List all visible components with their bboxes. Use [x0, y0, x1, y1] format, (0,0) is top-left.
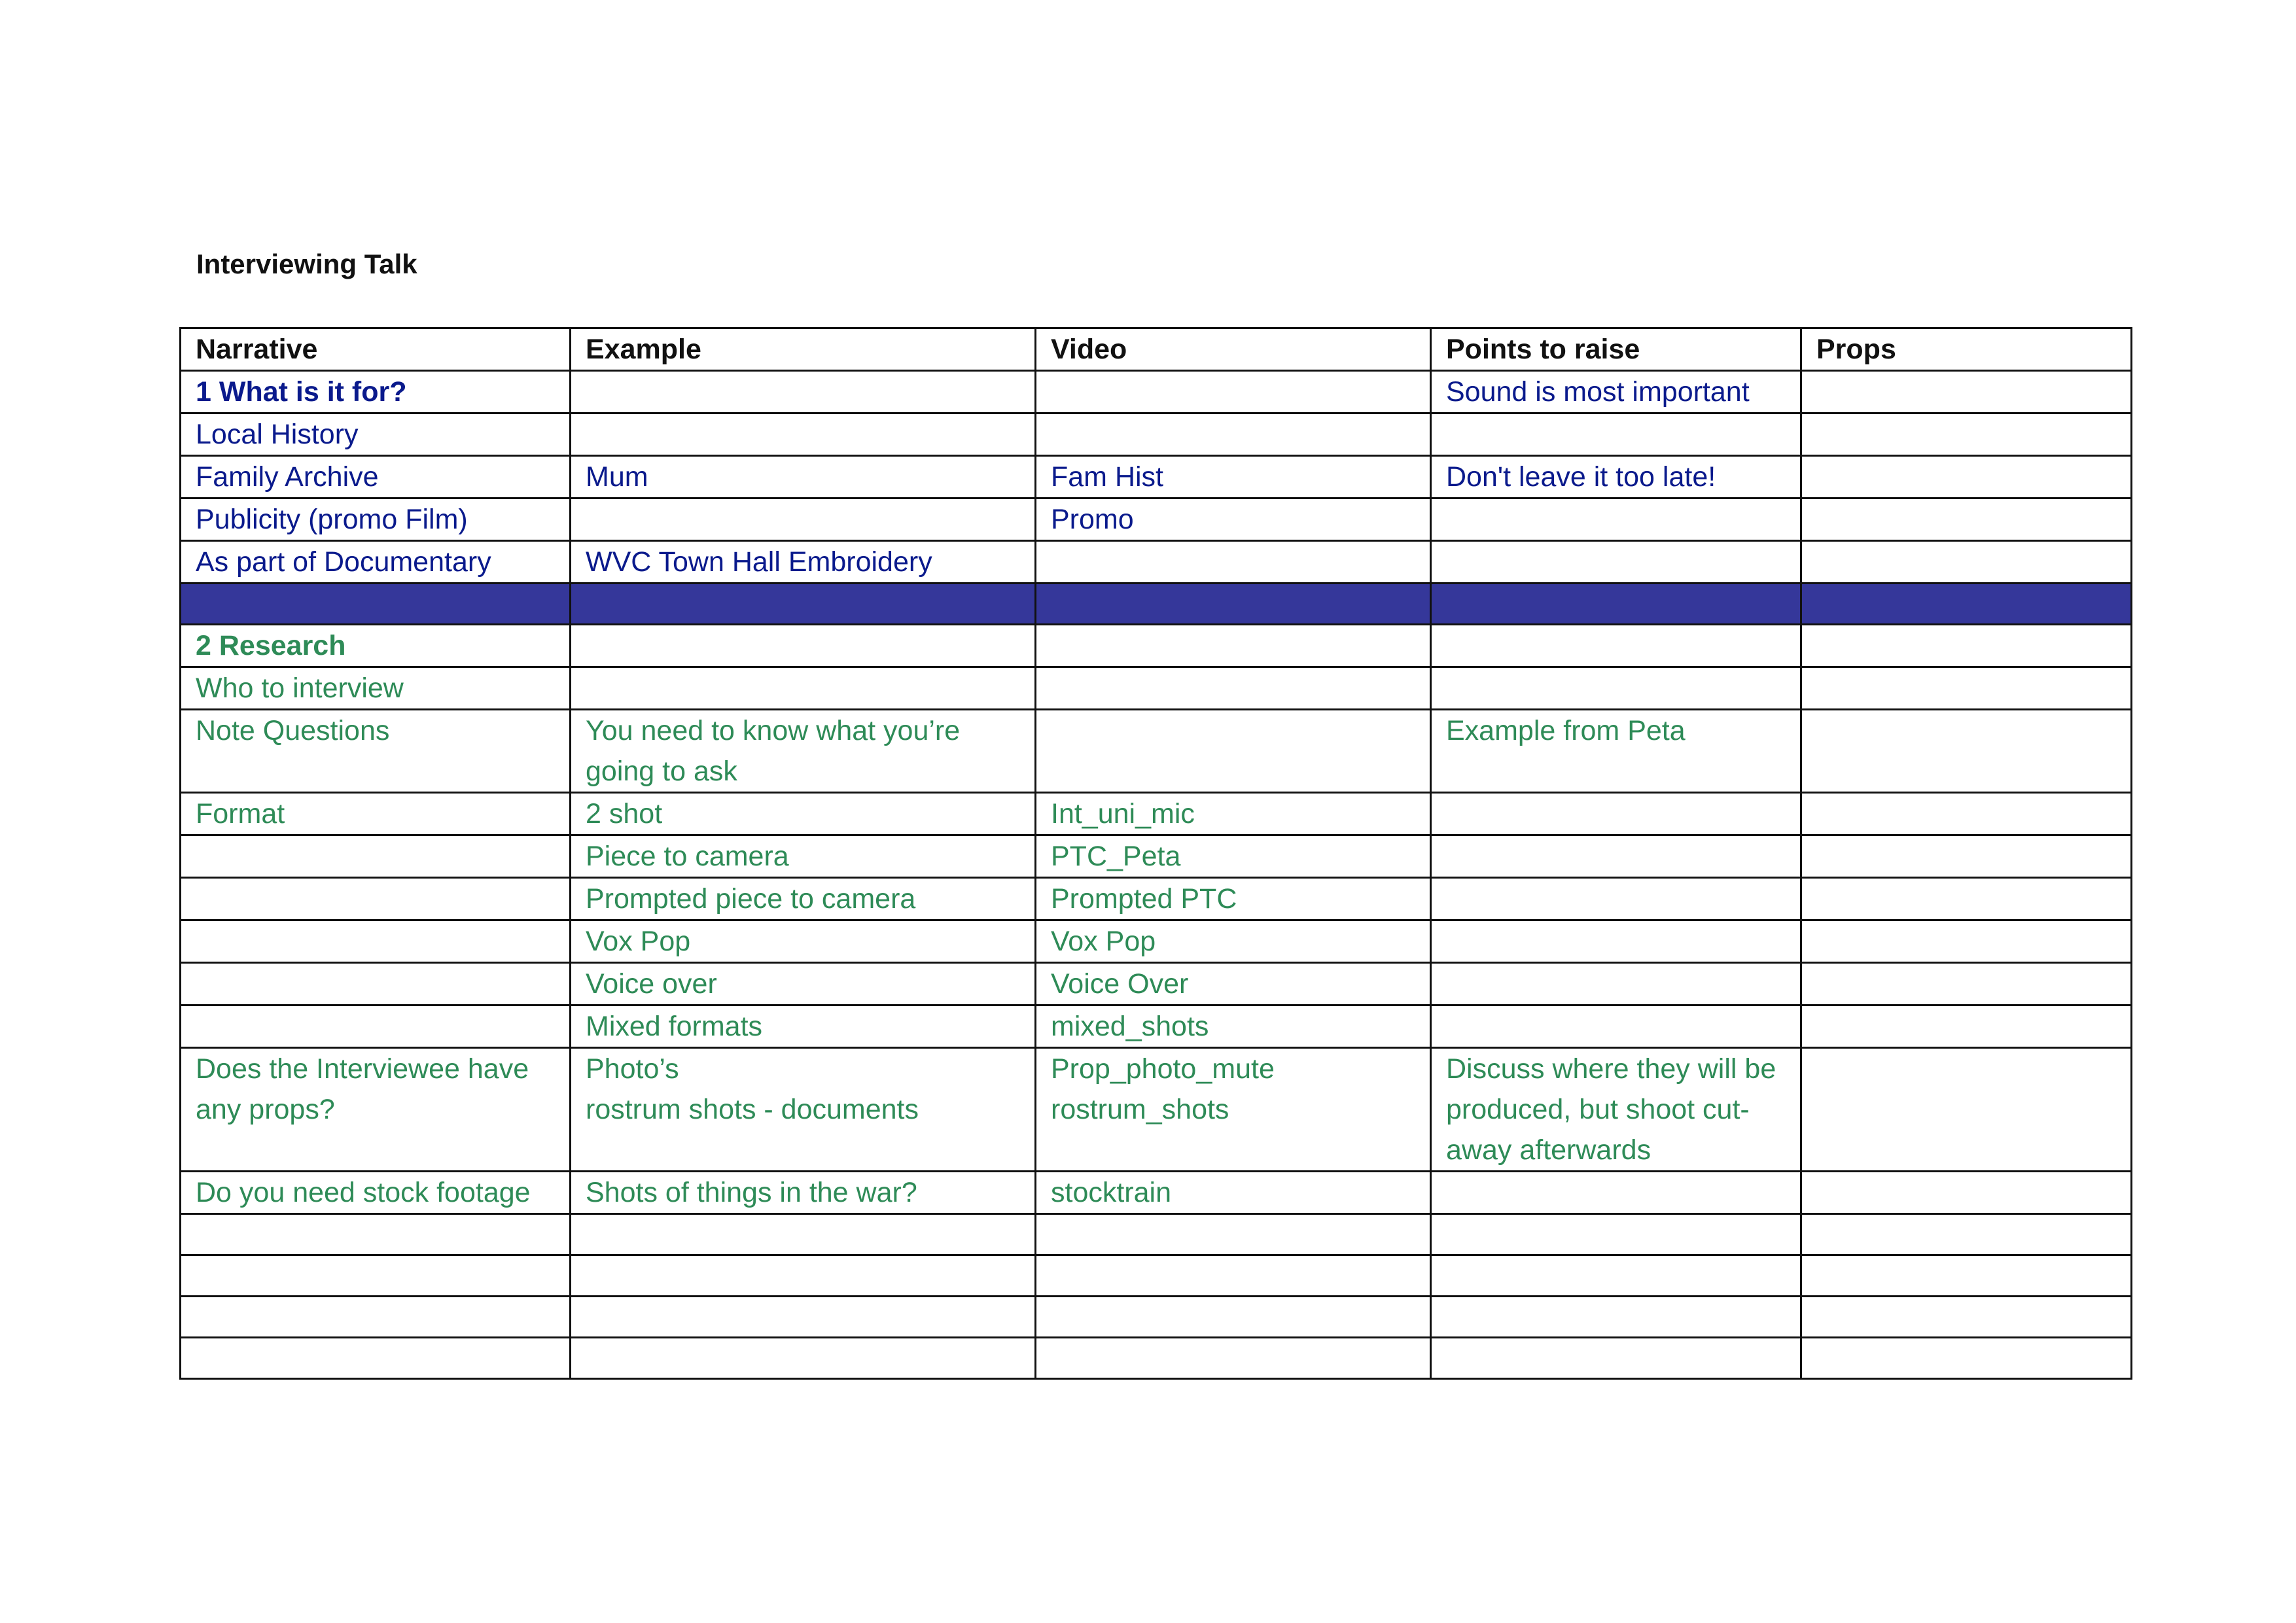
example-cell: Mixed formats: [571, 1005, 1036, 1048]
narrative-cell: As part of Documentary: [181, 541, 571, 584]
empty-cell: [181, 1214, 571, 1255]
props-cell: [1801, 793, 2132, 835]
table-cell: [1036, 371, 1431, 413]
props-cell: [1801, 456, 2132, 498]
example-cell: Shots of things in the war?: [571, 1172, 1036, 1214]
divider-cell: [181, 584, 571, 625]
empty-cell: [571, 1338, 1036, 1379]
video-cell: PTC_Peta: [1036, 835, 1431, 878]
narrative-cell: [181, 878, 571, 920]
example-cell: Vox Pop: [571, 920, 1036, 963]
table-row: [181, 1005, 2132, 1048]
table-row: [181, 667, 2132, 710]
props-cell: [1801, 878, 2132, 920]
empty-cell: [1431, 1338, 1801, 1379]
example-line: rostrum shots - documents: [586, 1094, 919, 1125]
divider-cell: [571, 584, 1036, 625]
empty-cell: [1036, 1255, 1431, 1297]
table-row: [181, 963, 2132, 1005]
props-cell: [1801, 413, 2132, 456]
props-cell: [1801, 667, 2132, 710]
table-row: [181, 878, 2132, 920]
points-cell: [1431, 667, 1801, 710]
header-video: Video: [1036, 328, 1431, 371]
empty-cell: [181, 1297, 571, 1338]
header-row: [181, 328, 2132, 371]
table-row: [181, 1172, 2132, 1214]
empty-cell: [1431, 1214, 1801, 1255]
empty-cell: [1431, 1255, 1801, 1297]
narrative-cell: [181, 1005, 571, 1048]
example-cell: Mum: [571, 456, 1036, 498]
props-cell: [1801, 541, 2132, 584]
empty-row: [181, 1297, 2132, 1338]
section-heading: 1 What is it for?: [181, 371, 571, 413]
video-cell: stocktrain: [1036, 1172, 1431, 1214]
empty-cell: [1036, 1214, 1431, 1255]
video-cell: [1036, 1048, 1431, 1172]
example-cell: You need to know what you’re going to ask: [571, 710, 1036, 793]
narrative-cell: Format: [181, 793, 571, 835]
points-cell: [1431, 920, 1801, 963]
narrative-cell: Does the Interviewee have any props?: [181, 1048, 571, 1172]
points-cell: [1431, 878, 1801, 920]
narrative-cell: [181, 920, 571, 963]
table-cell: Sound is most important: [1431, 371, 1801, 413]
points-cell: [1431, 1005, 1801, 1048]
header-props: Props: [1801, 328, 2132, 371]
table-row: [181, 710, 2132, 793]
narrative-cell: Publicity (promo Film): [181, 498, 571, 541]
video-cell: Prompted PTC: [1036, 878, 1431, 920]
props-cell: [1801, 1048, 2132, 1172]
header-points-to-raise: Points to raise: [1431, 328, 1801, 371]
divider-cell: [1431, 584, 1801, 625]
empty-cell: [181, 1338, 571, 1379]
table-row: [181, 498, 2132, 541]
table-cell: [1431, 625, 1801, 667]
example-cell: WVC Town Hall Embroidery: [571, 541, 1036, 584]
video-cell: [1036, 413, 1431, 456]
table-cell: [571, 625, 1036, 667]
empty-cell: [1431, 1297, 1801, 1338]
empty-cell: [1036, 1338, 1431, 1379]
video-cell: [1036, 710, 1431, 793]
table-row: [181, 1048, 2132, 1172]
example-line: Photo’s: [586, 1053, 679, 1085]
empty-row: [181, 1214, 2132, 1255]
video-line: rostrum_shots: [1051, 1094, 1229, 1125]
video-cell: Fam Hist: [1036, 456, 1431, 498]
empty-cell: [1036, 1297, 1431, 1338]
table-row: [181, 835, 2132, 878]
header-narrative: Narrative: [181, 328, 571, 371]
points-cell: [1431, 963, 1801, 1005]
empty-cell: [571, 1255, 1036, 1297]
video-cell: [1036, 667, 1431, 710]
video-cell: Vox Pop: [1036, 920, 1431, 963]
empty-cell: [181, 1255, 571, 1297]
video-cell: Voice Over: [1036, 963, 1431, 1005]
document-title: Interviewing Talk: [196, 249, 417, 279]
section-heading: 2 Research: [181, 625, 571, 667]
empty-cell: [571, 1214, 1036, 1255]
table-row: [181, 413, 2132, 456]
video-cell: Int_uni_mic: [1036, 793, 1431, 835]
empty-row: [181, 1338, 2132, 1379]
empty-cell: [571, 1297, 1036, 1338]
empty-cell: [1801, 1338, 2132, 1379]
points-cell: [1431, 1172, 1801, 1214]
table-cell: [571, 371, 1036, 413]
table-cell: [1036, 625, 1431, 667]
points-cell: Discuss where they will be produced, but shoot cut-away afterwards: [1431, 1048, 1801, 1172]
props-cell: [1801, 835, 2132, 878]
props-cell: [1801, 498, 2132, 541]
section-heading-row: [181, 371, 2132, 413]
table-cell: [1801, 371, 2132, 413]
points-cell: [1431, 835, 1801, 878]
empty-cell: [1801, 1255, 2132, 1297]
props-cell: [1801, 1172, 2132, 1214]
points-cell: Example from Peta: [1431, 710, 1801, 793]
narrative-cell: Family Archive: [181, 456, 571, 498]
narrative-cell: [181, 835, 571, 878]
example-cell: Prompted piece to camera: [571, 878, 1036, 920]
narrative-cell: Who to interview: [181, 667, 571, 710]
points-cell: [1431, 793, 1801, 835]
empty-row: [181, 1255, 2132, 1297]
example-cell: Piece to camera: [571, 835, 1036, 878]
points-cell: Don't leave it too late!: [1431, 456, 1801, 498]
divider-cell: [1801, 584, 2132, 625]
props-cell: [1801, 963, 2132, 1005]
narrative-cell: Note Questions: [181, 710, 571, 793]
video-cell: [1036, 541, 1431, 584]
narrative-cell: [181, 963, 571, 1005]
table-row: [181, 456, 2132, 498]
empty-cell: [1801, 1214, 2132, 1255]
points-cell: [1431, 413, 1801, 456]
video-cell: Promo: [1036, 498, 1431, 541]
narrative-cell: Local History: [181, 413, 571, 456]
divider-cell: [1036, 584, 1431, 625]
example-cell: 2 shot: [571, 793, 1036, 835]
interview-plan-table: [179, 327, 2132, 1380]
example-cell: [571, 498, 1036, 541]
example-cell: [571, 1048, 1036, 1172]
table-row: [181, 541, 2132, 584]
section-divider-band: [181, 584, 2132, 625]
video-line: Prop_photo_mute: [1051, 1053, 1275, 1085]
points-cell: [1431, 541, 1801, 584]
props-cell: [1801, 920, 2132, 963]
example-cell: Voice over: [571, 963, 1036, 1005]
table-row: [181, 793, 2132, 835]
table-row: [181, 920, 2132, 963]
empty-cell: [1801, 1297, 2132, 1338]
props-cell: [1801, 1005, 2132, 1048]
example-cell: [571, 667, 1036, 710]
header-example: Example: [571, 328, 1036, 371]
narrative-cell: Do you need stock footage: [181, 1172, 571, 1214]
section-heading-row: [181, 625, 2132, 667]
props-cell: [1801, 710, 2132, 793]
example-cell: [571, 413, 1036, 456]
video-cell: mixed_shots: [1036, 1005, 1431, 1048]
table-cell: [1801, 625, 2132, 667]
points-cell: [1431, 498, 1801, 541]
